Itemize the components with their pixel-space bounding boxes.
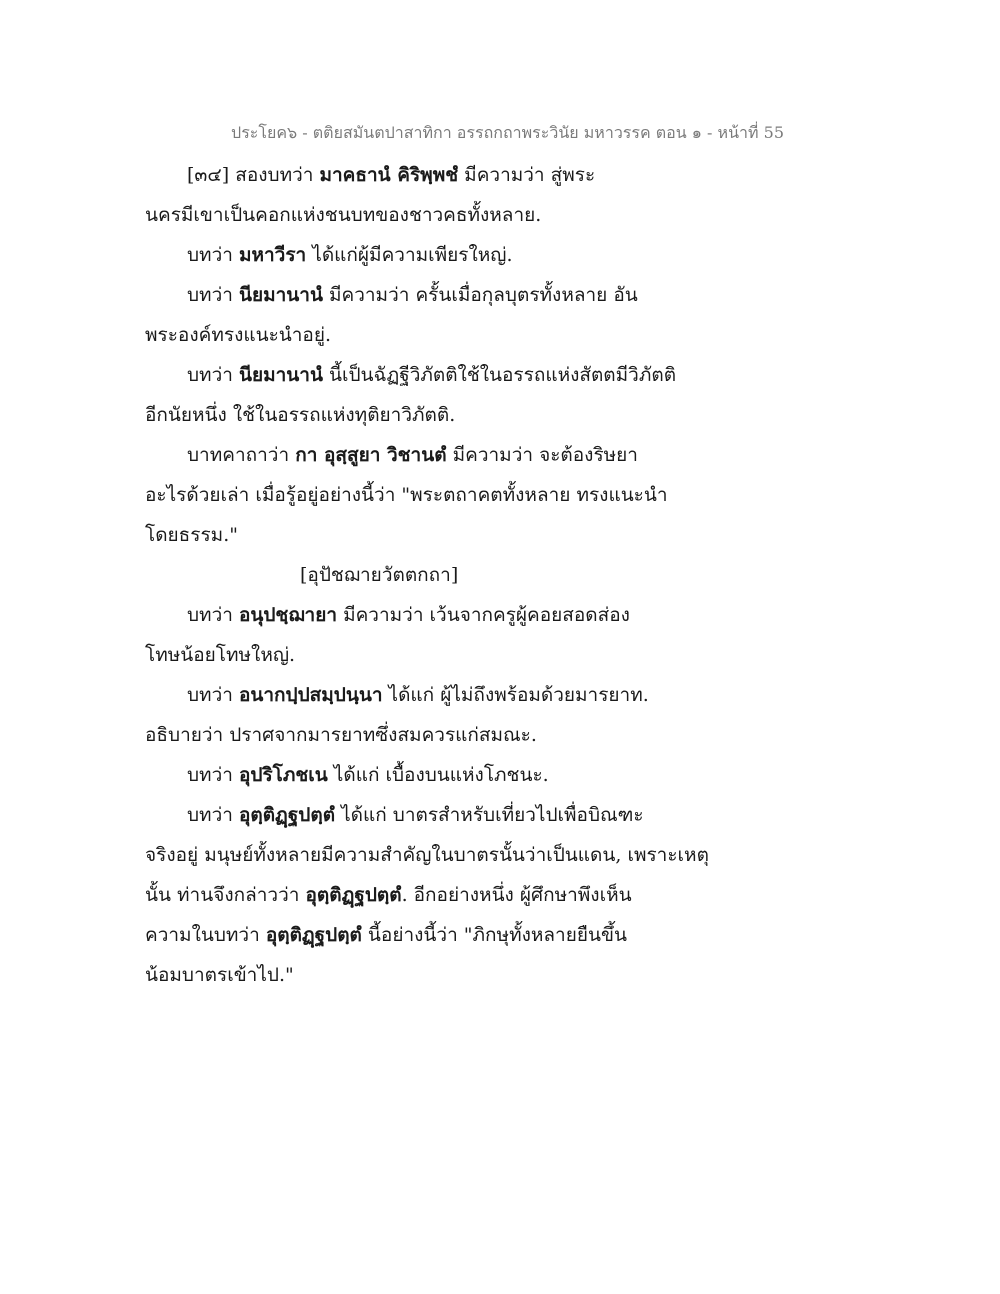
text-segment: บทว่า [187, 364, 239, 386]
text-line-3 [187, 240, 513, 270]
text-segment: บทว่า [187, 284, 239, 306]
pali-term: อุตฺติฏฺฐปตฺตํ [265, 924, 362, 946]
text-line-8 [187, 440, 638, 470]
text-segment: มีความว่า สู่พระ [458, 164, 596, 186]
text-segment: อีกนัยหนึ่ง ใช้ในอรรถแห่งทุติยาวิภัตติ. [145, 404, 456, 426]
text-segment: บทว่า [187, 804, 239, 826]
text-segment: บาทคาถาว่า [187, 444, 296, 466]
text-segment: มีความว่า เว้นจากครูผู้คอยสอดส่อง [337, 604, 630, 626]
text-line-9 [145, 480, 668, 510]
text-segment: ความในบทว่า [145, 924, 266, 946]
text-segment: นี้อย่างนี้ว่า "ภิกษุทั้งหลายยืนขึ้น [361, 924, 627, 946]
text-line-15 [145, 720, 537, 750]
pali-term: นียมานานํ [238, 284, 323, 306]
text-segment: ได้แก่ผู้มีความเพียรใหญ่. [306, 244, 513, 266]
pali-term: อนุปชฺฌายา [238, 604, 338, 626]
text-segment: บทว่า [187, 244, 239, 266]
text-segment: อธิบายว่า ปราศจากมารยาทซึ่งสมควรแก่สมณะ. [145, 724, 537, 746]
text-segment: บทว่า [187, 604, 239, 626]
text-segment: โดยธรรม." [145, 524, 238, 546]
text-segment: ได้แก่ เบื้องบนแห่งโภชนะ. [327, 764, 549, 786]
text-segment: มีความว่า ครั้นเมื่อกุลบุตรทั้งหลาย อัน [322, 284, 638, 306]
text-line-19 [145, 880, 632, 910]
section-heading [300, 560, 458, 590]
pali-term: กา อุสฺสูยา วิชานตํ [295, 444, 447, 466]
text-segment: พระองค์ทรงแนะนำอยู่. [145, 324, 332, 346]
pali-term: มหาวีรา [238, 244, 307, 266]
pali-term: อนากปฺปสมฺปนฺนา [238, 684, 383, 706]
text-segment: น้อมบาตรเข้าไป." [145, 964, 294, 986]
pali-term: อุปริโภชเน [238, 764, 328, 786]
text-line-1 [187, 160, 595, 190]
text-segment: บทว่า [187, 764, 239, 786]
text-line-16 [187, 760, 549, 790]
text-segment: โทษน้อยโทษใหญ่. [145, 644, 296, 666]
text-segment: ได้แก่ บาตรสำหรับเที่ยวไปเพื่อบิณฑะ [335, 804, 644, 826]
text-segment: บทว่า [187, 684, 239, 706]
text-line-6 [187, 360, 676, 390]
text-line-18 [145, 840, 709, 870]
pali-term: อุตฺติฏฺฐปตฺตํ [238, 804, 336, 826]
text-line-17 [187, 800, 644, 830]
text-segment: จริงอยู่ มนุษย์ทั้งหลายมีความสำคัญในบาตรนั้นว่าเป็นแดน, เพราะเหตุ [145, 844, 709, 866]
text-segment: นั้น ท่านจึงกล่าวว่า [145, 884, 306, 906]
text-segment: . อีกอย่างหนึ่ง ผู้ศึกษาพึงเห็น [401, 884, 632, 906]
pali-term: อุตฺติฏฺฐปตฺตํ [305, 884, 402, 906]
text-line-12 [187, 600, 630, 630]
text-line-7 [145, 400, 455, 430]
text-segment: ได้แก่ ผู้ไม่ถึงพร้อมด้วยมารยาท. [382, 684, 649, 706]
text-line-10 [145, 520, 238, 550]
text-line-20 [145, 920, 627, 950]
text-segment: [๓๔] สองบทว่า [187, 164, 320, 186]
text-segment: นี้เป็นฉัฏฐีวิภัตติใช้ในอรรถแห่งสัตตมีวิภัตติ [322, 364, 677, 386]
text-segment: [อุปัชฌายวัตตกถา] [300, 564, 459, 586]
text-segment: นครมีเขาเป็นคอกแห่งชนบทของชาวคธทั้งหลาย. [145, 204, 542, 226]
text-segment: อะไรด้วยเล่า เมื่อรู้อยู่อย่างนี้ว่า "พระตถาคตทั้งหลาย ทรงแนะนำ [145, 484, 668, 506]
text-line-2 [145, 200, 541, 230]
text-line-4 [187, 280, 638, 310]
text-segment: มีความว่า จะต้องริษยา [446, 444, 638, 466]
pali-term: นียมานานํ [238, 364, 323, 386]
text-line-13 [145, 640, 295, 670]
text-line-14 [187, 680, 649, 710]
text-line-21 [145, 960, 294, 990]
page-header: ประโยค๖ - ตติยสมันตปาสาทิกา อรรถกถาพระวินัย มหาวรรค ตอน ๑ - หน้าที่ 55 [231, 123, 784, 142]
pali-term: มาคธานํ คิริพฺพชํ [319, 164, 459, 186]
text-line-5 [145, 320, 331, 350]
